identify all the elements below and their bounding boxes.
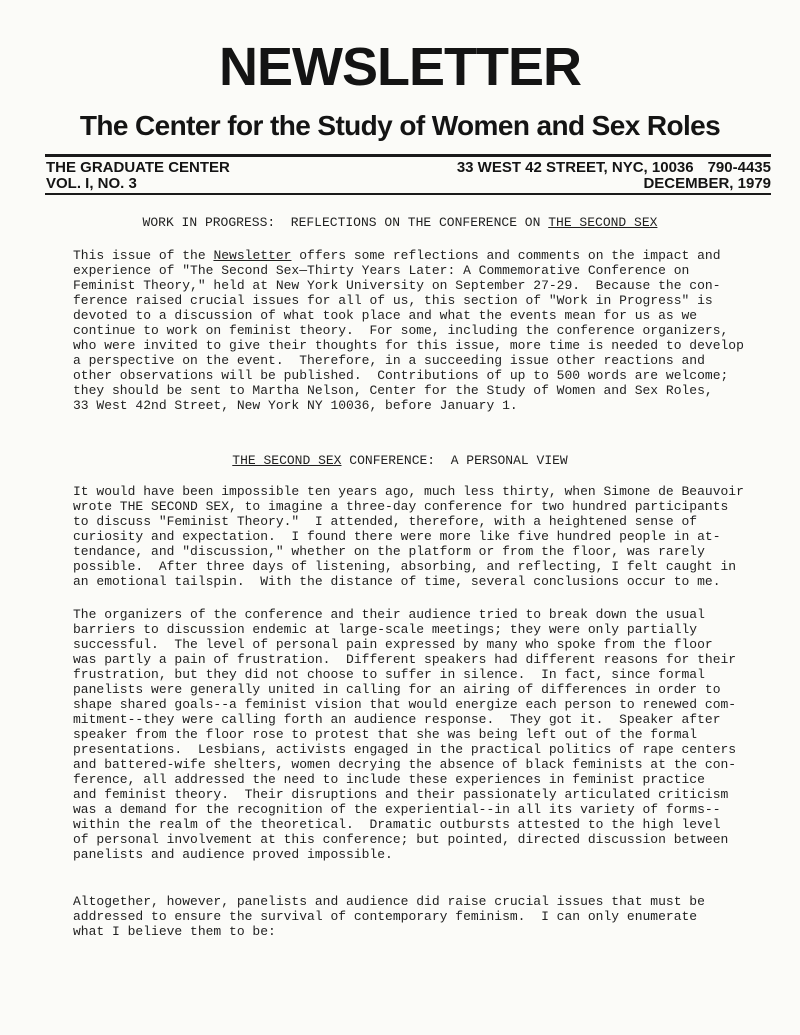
text-line: It would have been impossible ten years ago, much less thirty, when Simone de Beauvoir <box>73 484 744 499</box>
text-line: speaker from the floor rose to protest that she was being left out of the formal <box>73 727 698 742</box>
intro-pre: This issue of the <box>73 248 214 263</box>
text-line: an emotional tailspin. With the distance of time, several conclusions occur to me. <box>73 574 721 589</box>
paragraph-2 <box>73 607 773 862</box>
header-rule-top <box>45 154 771 157</box>
newsletter-title: NEWSLETTER <box>219 37 581 97</box>
text-line: mitment--they were calling forth an audience response. They got it. Speaker after <box>73 712 721 727</box>
text-line: curiosity and expectation. I found there were more like five hundred people in at- <box>73 529 721 544</box>
text-line: addressed to ensure the survival of contemporary feminism. I can only enumerate <box>73 909 698 924</box>
text-line: Altogether, however, panelists and audience did raise crucial issues that must be <box>73 894 705 909</box>
newsletter-link-text: Newsletter <box>213 248 292 263</box>
section2-title <box>0 453 800 468</box>
text-line: who were invited to give their thoughts for this issue, more time is needed to develop <box>73 338 744 353</box>
text-line: ference, all addressed the need to include these experiences in feminist practice <box>73 772 705 787</box>
phone-number: 790-4435 <box>707 159 771 176</box>
section2-title-book: THE SECOND SEX <box>232 453 342 468</box>
paragraph-1 <box>73 484 773 589</box>
text-line: ference raised crucial issues for all of us, this section of "Work in Progress" is <box>73 293 713 308</box>
text-line: panelists were generally united in calling for an airing of differences in order to <box>73 682 721 697</box>
text-line: possible. After three days of listening, absorbing, and reflecting, I felt caught in <box>73 559 737 574</box>
text-line: a perspective on the event. Therefore, in a succeeding issue other reactions and <box>73 353 705 368</box>
text-line: frustration, but they did not choose to suffer in silence. In fact, since formal <box>73 667 705 682</box>
section1-title-book: THE SECOND SEX <box>548 215 658 230</box>
text-line: tendance, and "discussion," whether on the platform or from the floor, was rarely <box>73 544 705 559</box>
text-line: and battered-wife shelters, women decrying the absence of black feminists at the con- <box>73 757 737 772</box>
text-line: within the realm of the theoretical. Dramatic outbursts attested to the high level <box>73 817 721 832</box>
text-line: to discuss "Feminist Theory." I attended, therefore, with a heightened sense of <box>73 514 698 529</box>
header-rule-bottom <box>45 193 771 195</box>
volume-number: VOL. I, NO. 3 <box>46 175 137 192</box>
text-line: they should be sent to Martha Nelson, Center for the Study of Women and Sex Roles, <box>73 383 713 398</box>
text-line: wrote THE SECOND SEX, to imagine a three-day conference for two hundred participants <box>73 499 729 514</box>
text-line: continue to work on feminist theory. For some, including the conference organizers, <box>73 323 729 338</box>
center-name: The Center for the Study of Women and Sex Roles <box>79 110 721 141</box>
text-line: other observations will be published. Contributions of up to 500 words are welcome; <box>73 368 729 383</box>
section1-title <box>0 215 800 230</box>
text-line: Feminist Theory," held at New York University on September 27-29. Because the con- <box>73 278 721 293</box>
text-line: experience of "The Second Sex—Thirty Years Later: A Commemorative Conference on <box>73 263 690 278</box>
text-line: successful. The level of personal pain expressed by many who spoke from the floor <box>73 637 713 652</box>
intro-lines <box>73 263 773 413</box>
text-line: was partly a pain of frustration. Different speakers had different reasons for their <box>73 652 737 667</box>
section2-title-suffix: CONFERENCE: A PERSONAL VIEW <box>341 453 568 468</box>
text-line: panelists and audience proved impossible. <box>73 847 393 862</box>
intro-first-line <box>73 248 773 263</box>
issue-date: DECEMBER, 1979 <box>643 175 771 192</box>
text-line: presentations. Lesbians, activists engaged in the practical politics of rape centers <box>73 742 737 757</box>
text-line: was a demand for the recognition of the experiential--in all its variety of forms-- <box>73 802 721 817</box>
text-line: barriers to discussion endemic at large-scale meetings; they were only partially <box>73 622 698 637</box>
org-name: THE GRADUATE CENTER <box>46 159 230 176</box>
street-address: 33 WEST 42 STREET, NYC, 10036 <box>456 159 694 176</box>
text-line: of personal involvement at this conference; but pointed, directed discussion between <box>73 832 729 847</box>
paragraph-3 <box>73 894 773 939</box>
text-line: what I believe them to be: <box>73 924 276 939</box>
section1-intro <box>73 248 773 413</box>
section1-title-prefix: WORK IN PROGRESS: REFLECTIONS ON THE CONFERENCE ON <box>142 215 549 230</box>
intro-post: offers some reflections and comments on the impact and <box>291 248 721 263</box>
text-line: The organizers of the conference and their audience tried to break down the usual <box>73 607 705 622</box>
text-line: and feminist theory. Their disruptions and their passionately articulated criticism <box>73 787 729 802</box>
text-line: 33 West 42nd Street, New York NY 10036, before January 1. <box>73 398 518 413</box>
text-line: shape shared goals--a feminist vision that would energize each person to renewed com- <box>73 697 737 712</box>
address-line <box>457 160 771 175</box>
text-line: devoted to a discussion of what took place and what the events mean for us as we <box>73 308 698 323</box>
